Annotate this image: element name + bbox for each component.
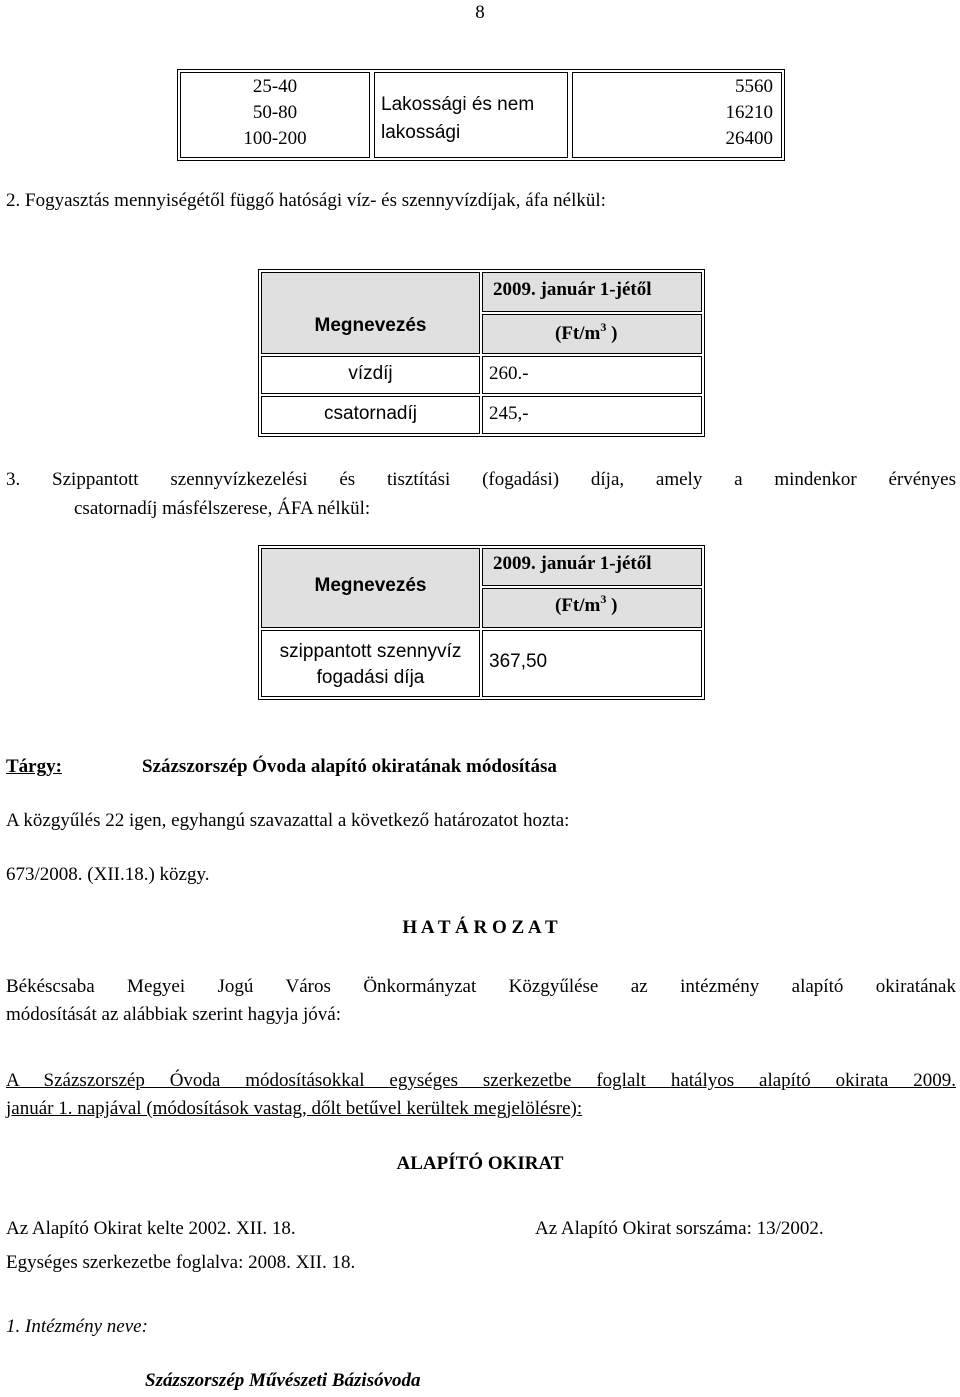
range-cell: 100-200 [243,128,307,149]
deed-date: Az Alapító Okirat kelte 2002. XII. 18. [6,1218,296,1239]
vote-text: A közgyűlés 22 igen, egyhangú szavazattal a következő határozatot hozta: [6,810,570,831]
header-name: Megnevezés [314,315,427,336]
table-row: vízdíj [261,356,480,394]
value-cell: 26400 [725,128,773,149]
header-date: 2009. január 1-jétől [493,553,652,574]
item-1-label: 1. Intézmény neve: [6,1316,148,1337]
table-row: csatornadíj [261,396,480,434]
header-date-cell [482,548,702,586]
subject-title: Százszorszép Óvoda alapító okiratának módosítása [142,756,557,777]
tariff-table-1 [177,69,785,161]
header-unit-cell [482,314,702,354]
table-row: 245,- [482,396,702,434]
category-column [374,72,568,158]
resolution-heading: H A T Á R O Z A T [402,917,558,938]
decision-number: 673/2008. (XII.18.) közgy. [6,864,210,885]
range-column [180,72,370,158]
deed-consolidated: Egységes szerkezetbe foglalva: 2008. XII. 18. [6,1252,356,1273]
header-unit-cell [482,588,702,628]
body-line2: módosítását az alábbiak szerint hagyja jóvá: [6,1004,342,1025]
tariff-table-3 [258,545,705,700]
page-number: 8 [475,2,485,23]
body-line1: Békéscsaba Megyei Jogú Város Önkormányzat Közgyűlése az intézmény alapító okiratának [6,976,956,997]
institution-name: Százszorszép Művészeti Bázisóvoda [145,1370,421,1391]
table-row: 260.- [482,356,702,394]
value-column [572,72,782,158]
header-name: Megnevezés [314,575,427,596]
range-cell: 50-80 [252,102,298,123]
section-3-line1: 3. Szippantott szennyvízkezelési és tisztítási (fogadási) díja, amely a mindenkor érvényes [6,469,956,490]
section-2-heading: 2. Fogyasztás mennyiségétől függő hatósági víz- és szennyvízdíjak, áfa nélkül: [6,190,606,211]
value-cell: 5560 [735,76,773,97]
header-date-cell [482,272,702,312]
table-row: szippantott szennyvíz fogadási díja [261,630,480,697]
header-unit: ($Ft/m^3$ ) [555,320,618,344]
underlined-line2: január 1. napjával (módosítások vastag, dőlt betűvel kerültek megjelölésre): [6,1098,583,1119]
header-unit: ($Ft/m^3$ ) [555,592,618,616]
deed-number: Az Alapító Okirat sorszáma: 13/2002. [535,1218,824,1239]
deed-title: ALAPÍTÓ OKIRAT [396,1153,564,1174]
underlined-line1: A Százszorszép Óvoda módosításokkal egységes szerkezetbe foglalt hatályos alapító okirata 2009. [6,1070,956,1091]
table-row: 367,50 [482,630,702,697]
header-date: 2009. január 1-jétől [493,279,652,300]
subject-label: Tárgy: [6,756,62,777]
tariff-table-2 [258,269,705,437]
category-cell: Lakossági és nem lakossági [381,94,535,143]
section-3-line2: csatornadíj másfélszerese, ÁFA nélkül: [74,498,371,519]
header-name-cell [261,272,480,354]
range-cell: 25-40 [252,76,298,97]
header-name-cell [261,548,480,628]
value-cell: 16210 [725,102,773,123]
